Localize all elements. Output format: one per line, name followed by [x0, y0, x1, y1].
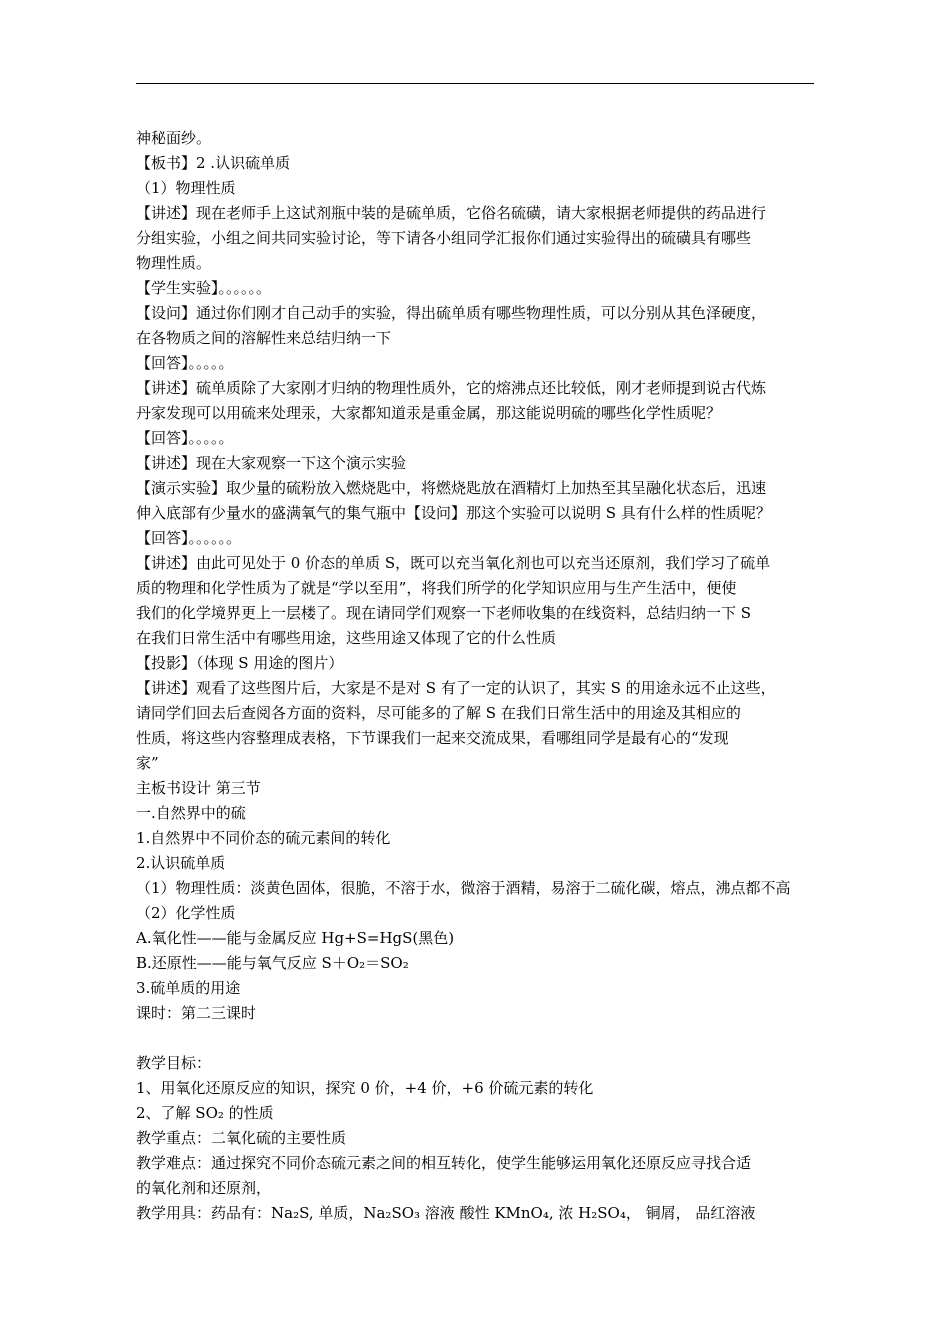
text-line: 【讲述】硫单质除了大家刚才归纳的物理性质外，它的熔沸点还比较低，刚才老师提到说古代炼 — [136, 379, 767, 397]
text-line: 伸入底部有少量水的盛满氧气的集气瓶中【设问】那这个实验可以说明 S 具有什么样的性质呢？ — [136, 504, 771, 522]
text-line: 丹家发现可以用硫来处理汞，大家都知道汞是重金属，那这能说明硫的哪些化学性质呢？ — [136, 404, 722, 422]
text-line: B.还原性——能与氧气反应 S＋O₂＝SO₂ — [136, 954, 409, 972]
text-line: 1.自然界中不同价态的硫元素间的转化 — [136, 829, 391, 847]
document-body — [136, 126, 826, 1226]
text-line: 我们的化学境界更上一层楼了。现在请同学们观察一下老师收集的在线资料，总结归纳一下 S — [136, 604, 752, 622]
text-line: 【回答】。。。。。 — [136, 354, 234, 372]
text-line: 物理性质。 — [136, 254, 212, 272]
text-line: 在我们日常生活中有哪些用途，这些用途又体现了它的什么性质 — [136, 629, 557, 647]
text-line: 请同学们回去后查阅各方面的资料，尽可能多的了解 S 在我们日常生活中的用途及其相应的 — [136, 704, 741, 722]
text-line: 教学用具：药品有：Na₂S, 单质，Na₂SO₃ 溶液 酸性 KMnO₄, 浓 H₂SO₄， 铜屑， 品红溶液 — [136, 1204, 756, 1222]
text-line: 【设问】通过你们刚才自己动手的实验，得出硫单质有哪些物理性质，可以分别从其色泽硬度， — [136, 304, 767, 322]
text-line: 【投影】（体现 S 用途的图片） — [136, 654, 344, 672]
text-line: 1、用氧化还原反应的知识，探究 0 价，+4 价，+6 价硫元素的转化 — [136, 1079, 594, 1097]
text-line: 3.硫单质的用途 — [136, 979, 241, 997]
board-design-heading: 主板书设计 第三节 — [136, 779, 261, 797]
text-line: 【讲述】现在老师手上这试剂瓶中装的是硫单质，它俗名硫磺，请大家根据老师提供的药品进行 — [136, 204, 767, 222]
text-line: 【讲述】现在大家观察一下这个演示实验 — [136, 454, 407, 472]
text-line: A.氧化性——能与金属反应 Hg+S=HgS(黑色) — [136, 929, 455, 947]
text-line: 分组实验，小组之间共同实验讨论，等下请各小组同学汇报你们通过实验得出的硫磺具有哪些 — [136, 229, 752, 247]
text-line: 【演示实验】取少量的硫粉放入燃烧匙中，将燃烧匙放在酒精灯上加热至其呈融化状态后，迅速 — [136, 479, 767, 497]
text-line: 在各物质之间的溶解性来总结归纳一下 — [136, 329, 392, 347]
header-rule — [136, 83, 814, 84]
text-line: 的氧化剂和还原剂， — [136, 1179, 272, 1197]
text-line: 质的物理和化学性质为了就是“学以至用”，将我们所学的化学知识应用与生产生活中，便使 — [136, 579, 737, 597]
blank-line — [136, 1026, 826, 1051]
text-line: 教学目标： — [136, 1054, 212, 1072]
text-line: 教学难点：通过探究不同价态硫元素之间的相互转化，使学生能够运用氧化还原反应寻找合适 — [136, 1154, 752, 1172]
text-line: 课时：第二三课时 — [136, 1004, 257, 1022]
text-line: 【学生实验】。。。。。。 — [136, 279, 272, 297]
text-line: 性质，将这些内容整理成表格，下节课我们一起来交流成果，看哪组同学是最有心的“发现 — [136, 729, 729, 747]
text-line: （2）化学性质 — [136, 904, 236, 922]
text-line: （1）物理性质 — [136, 179, 236, 197]
text-line: 【回答】。。。。。。 — [136, 529, 242, 547]
text-line: 教学重点：二氧化硫的主要性质 — [136, 1129, 347, 1147]
text-line: 【讲述】由此可见处于 0 价态的单质 S，既可以充当氧化剂也可以充当还原剂，我们学习了硫单 — [136, 554, 771, 572]
text-line: 神秘面纱。 — [136, 129, 212, 147]
text-line: 2.认识硫单质 — [136, 854, 226, 872]
text-line: 家” — [136, 754, 159, 772]
text-line: 2、了解 SO₂ 的性质 — [136, 1104, 274, 1122]
text-line: （1）物理性质：淡黄色固体，很脆，不溶于水，微溶于酒精，易溶于二硫化碳，熔点，沸点都不高 — [136, 879, 791, 897]
text-line: 【回答】。。。。。 — [136, 429, 234, 447]
text-line: 【板书】2 .认识硫单质 — [136, 154, 291, 172]
text-line: 【讲述】观看了这些图片后，大家是不是对 S 有了一定的认识了，其实 S 的用途永远不止这些， — [136, 679, 776, 697]
text-line: 一.自然界中的硫 — [136, 804, 246, 822]
